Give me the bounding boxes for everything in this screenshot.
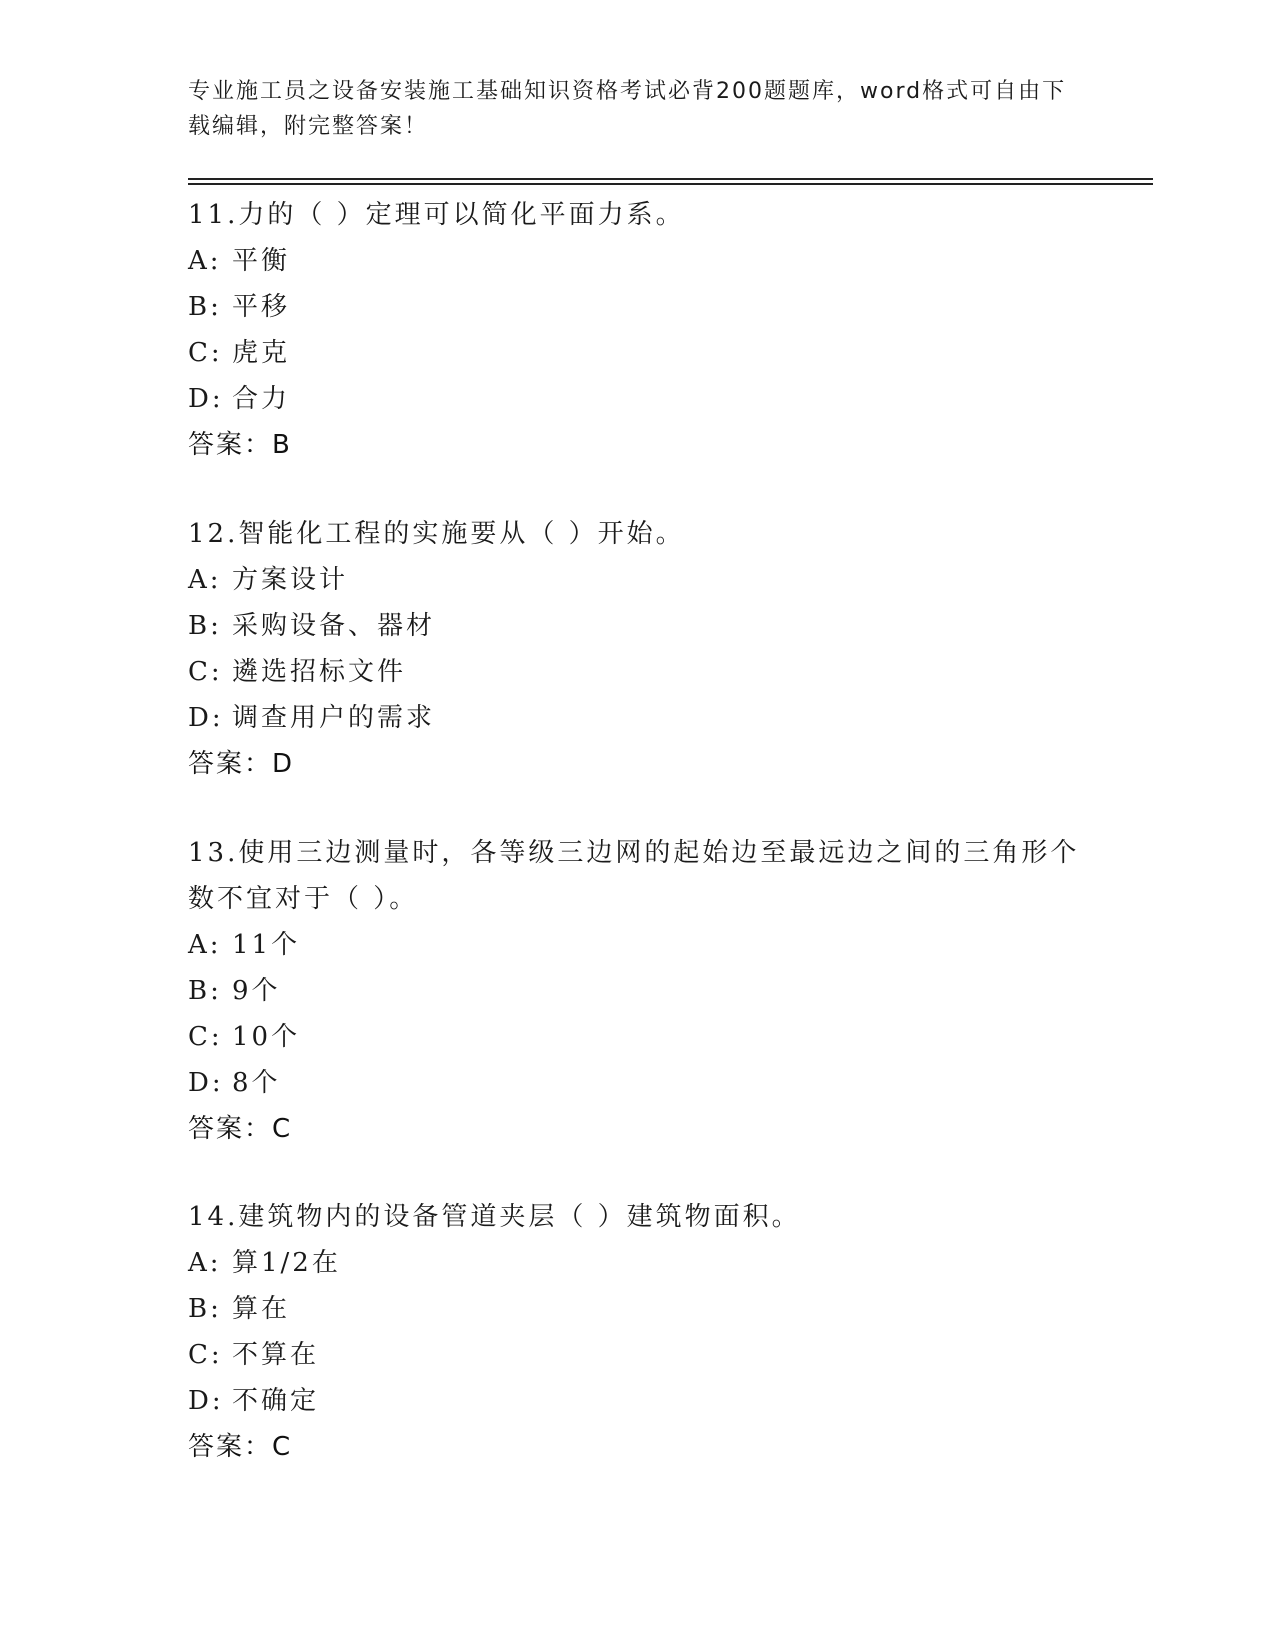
question-stem: 13.使用三边测量时，各等级三边网的起始边至最远边之间的三角形个数不宜对于（ ）。 (188, 838, 1080, 914)
option-d (188, 1060, 1108, 1106)
option-text: 方案设计 (232, 565, 349, 595)
question-stem: 11.力的（ ）定理可以简化平面力系。 (188, 200, 685, 230)
option-c (188, 649, 1108, 695)
option-text: 平移 (232, 292, 291, 322)
option-a (188, 922, 1108, 968)
option-key: C: (188, 338, 223, 368)
question-11 (188, 192, 1108, 468)
question-12 (188, 511, 1108, 787)
option-b (188, 284, 1108, 330)
header-divider-bottom (188, 183, 1153, 185)
option-key: A: (188, 565, 222, 595)
option-b (188, 603, 1108, 649)
option-text: 合力 (232, 384, 291, 414)
answer-line: 答案：D (188, 749, 295, 779)
option-key: C: (188, 1340, 223, 1370)
option-text: 遴选招标文件 (232, 657, 407, 687)
answer-line: 答案：C (188, 1114, 293, 1144)
option-key: C: (188, 657, 223, 687)
option-text: 虎克 (232, 338, 291, 368)
document-header: 专业施工员之设备安装施工基础知识资格考试必背200题题库，word格式可自由下载编辑，附完整答案！ (188, 79, 1067, 139)
option-text: 平衡 (232, 246, 291, 276)
option-key: C: (188, 1022, 223, 1052)
option-key: D: (188, 703, 224, 733)
option-c (188, 330, 1108, 376)
option-c (188, 1332, 1108, 1378)
header-divider-top (188, 178, 1153, 180)
answer-line: 答案：B (188, 430, 292, 460)
option-text: 不算在 (232, 1340, 320, 1370)
option-text: 11个 (232, 930, 301, 960)
option-a (188, 1240, 1108, 1286)
option-b (188, 1286, 1108, 1332)
option-text: 调查用户的需求 (232, 703, 436, 733)
option-key: D: (188, 384, 224, 414)
question-stem: 12.智能化工程的实施要从（ ）开始。 (188, 519, 685, 549)
option-c (188, 1014, 1108, 1060)
option-b (188, 968, 1108, 1014)
option-d (188, 376, 1108, 422)
option-text: 8个 (232, 1068, 281, 1098)
option-text: 算1/2在 (232, 1248, 341, 1278)
option-key: B: (188, 976, 222, 1006)
question-13 (188, 830, 1108, 1152)
option-text: 10个 (232, 1022, 301, 1052)
option-key: D: (188, 1068, 224, 1098)
question-stem: 14.建筑物内的设备管道夹层（ ）建筑物面积。 (188, 1202, 801, 1232)
option-d (188, 695, 1108, 741)
option-key: B: (188, 292, 222, 322)
option-a (188, 238, 1108, 284)
option-key: A: (188, 930, 222, 960)
option-a (188, 557, 1108, 603)
option-key: B: (188, 1294, 222, 1324)
question-14 (188, 1194, 1108, 1470)
option-text: 采购设备、器材 (232, 611, 436, 641)
option-text: 不确定 (232, 1386, 320, 1416)
option-text: 算在 (232, 1294, 291, 1324)
option-key: D: (188, 1386, 224, 1416)
option-key: A: (188, 1248, 222, 1278)
option-text: 9个 (232, 976, 281, 1006)
option-key: A: (188, 246, 222, 276)
option-d (188, 1378, 1108, 1424)
answer-line: 答案：C (188, 1432, 293, 1462)
option-key: B: (188, 611, 222, 641)
